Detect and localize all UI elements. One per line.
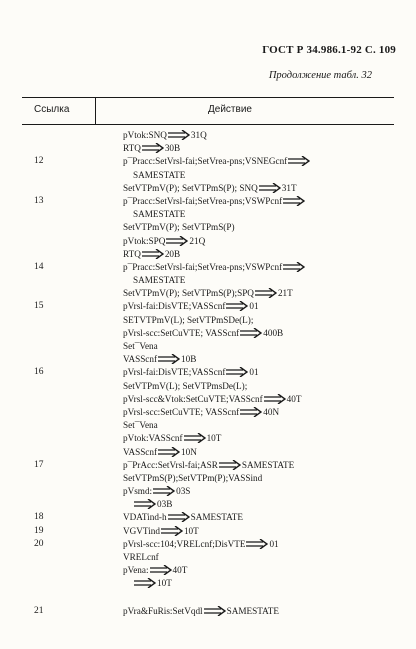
action-line [123, 538, 416, 551]
action-text: SETVTPmV(L); SetVTPmSDe(L); [123, 314, 254, 325]
row-reference: 19 [34, 525, 44, 536]
action-line [123, 182, 416, 195]
action-line [123, 551, 416, 564]
action-text: SAMESTATE [133, 169, 186, 180]
table-row [0, 459, 416, 512]
action-line [123, 169, 416, 182]
next-state: 21Q [189, 235, 206, 246]
next-state: 03B [157, 499, 173, 510]
next-state: 20B [164, 248, 181, 259]
action-text: pVrsl-fai:DisVTE;VASScnf [123, 301, 226, 312]
table-row [0, 538, 416, 591]
action-text: pVra&FuRis:SetVqdl [123, 605, 203, 616]
table-row [0, 511, 416, 524]
action-text: SAMESTATE [133, 209, 186, 220]
next-state: SAMESTATE [226, 605, 279, 616]
transition-arrow-icon [283, 196, 305, 210]
next-state: 40T [172, 565, 188, 576]
table-row [0, 195, 416, 261]
next-state: 40N [263, 406, 280, 417]
next-state: SAMESTATE [241, 459, 295, 470]
next-state: 10N [181, 446, 197, 457]
action-text: SetVTPmV(P); SetVTPmS(P);SPQ [123, 288, 254, 299]
action-line [123, 472, 416, 485]
row-reference: 20 [34, 538, 44, 549]
table-continuation-label: Продолжение табл. 32 [268, 70, 372, 81]
action-line [123, 577, 416, 590]
action-text: pVrsl-scc:SetCuVTE; VASScnf [123, 406, 240, 417]
action-line [123, 393, 416, 406]
next-state: SAMESTATE [190, 512, 243, 523]
action-text: p¯Pracc:SetVrsl-fai;SetVrea-pns;VSNEGcnf [123, 156, 288, 167]
action-text: p¯Pracc:SetVrsl-fai;SetVrea-pns;VSWPcnf [123, 261, 283, 272]
action-line [123, 340, 416, 353]
transition-arrow-icon [283, 262, 305, 276]
column-header-reference: Ссылка [34, 104, 70, 115]
action-line [123, 195, 416, 208]
next-state: 10T [206, 433, 222, 444]
action-text: Set¯Vena [123, 420, 158, 431]
transition-arrow-icon [204, 606, 226, 620]
row-reference: 14 [34, 261, 44, 272]
action-line [123, 261, 416, 274]
table-row [0, 129, 416, 155]
table-top-rule [22, 97, 394, 98]
row-reference: 16 [34, 367, 44, 378]
action-line [123, 248, 416, 261]
action-line [123, 446, 416, 459]
action-line [123, 129, 416, 142]
action-text: pVrsl-fai:DisVTE;VASScnf [123, 367, 226, 378]
row-reference: 21 [34, 605, 44, 616]
action-text: RTQ [123, 143, 141, 154]
next-state: 10T [183, 525, 199, 536]
action-line [123, 485, 416, 498]
action-line [123, 353, 416, 366]
action-text: VASScnf [123, 446, 158, 457]
table-column-divider [95, 97, 96, 125]
page-header: ГОСТ Р 34.986.1-92 С. 109 [262, 44, 396, 56]
action-line [123, 511, 416, 524]
transition-arrow-icon [246, 539, 268, 553]
action-text: pVrsl-scc:SetCuVTE; VASScnf [123, 327, 240, 338]
action-text: VGVTind [123, 525, 160, 536]
action-line [123, 366, 416, 379]
action-text: VASScnf [123, 354, 158, 365]
column-header-action: Действие [208, 104, 252, 115]
action-line [123, 406, 416, 419]
action-line [123, 564, 416, 577]
action-text: VRELcnf [123, 552, 159, 562]
transition-arrow-icon [134, 578, 156, 592]
action-text: SetVTPmS(P);SetVTPm(P);VASSind [123, 472, 263, 483]
next-state: 31Q [190, 130, 207, 140]
action-text: Set¯Vena [123, 341, 158, 351]
action-text: SetVTPmV(L); SetVTPmsDe(L); [123, 380, 248, 391]
action-line [123, 380, 416, 393]
next-state: 10T [157, 578, 172, 589]
action-text: VDATind-h [123, 512, 167, 523]
table-header-rule [22, 124, 394, 125]
next-state: 01 [269, 538, 279, 549]
action-line [123, 221, 416, 234]
next-state: 03S [176, 486, 191, 497]
next-state: 30B [164, 143, 181, 154]
action-line [123, 419, 416, 432]
action-text: pVrsl-scc:104;VRELcnf;DisVTE [123, 538, 246, 549]
table-row [0, 300, 416, 366]
action-line [123, 300, 416, 313]
next-state: 01 [249, 367, 259, 378]
action-text: SetVTPmV(P); SetVTPmS(P); SNQ [123, 182, 258, 193]
next-state: 400B [263, 327, 284, 338]
row-reference: 15 [34, 301, 44, 312]
action-line [123, 525, 416, 538]
action-text: p¯PrAcc:SetVrsl-fai;ASR [123, 459, 218, 470]
action-text: pVsmd: [123, 486, 153, 497]
action-text: pVtok:SNQ [123, 130, 167, 140]
next-state: 40T [286, 393, 302, 404]
next-state: 01 [249, 301, 259, 312]
table-body [0, 129, 416, 618]
action-text: pVtok:VASScnf [123, 433, 183, 444]
action-line [123, 235, 416, 248]
action-text: pVena: [123, 565, 149, 576]
table-row [0, 605, 416, 618]
action-text: p¯Pracc:SetVrsl-fai;SetVrea-pns;VSWPcnf [123, 195, 283, 206]
action-line [123, 459, 416, 472]
row-reference: 17 [34, 459, 44, 470]
action-line [123, 155, 416, 168]
action-text: pVtok:SPQ [123, 235, 166, 246]
action-text: pVrsl-scc&Vtok:SetCuVTE;VASScnf [123, 393, 263, 404]
action-text: RTQ [123, 248, 141, 259]
action-line [123, 274, 416, 287]
action-line [123, 432, 416, 445]
table-row [0, 525, 416, 538]
transition-arrow-icon [240, 407, 262, 421]
next-state: 21T [277, 288, 293, 299]
transition-arrow-icon [288, 156, 310, 170]
action-line [123, 142, 416, 155]
action-line [123, 287, 416, 300]
action-text: SAMESTATE [133, 275, 186, 286]
row-reference: 18 [34, 512, 44, 523]
row-reference: 13 [34, 195, 44, 206]
next-state: 31T [281, 182, 297, 193]
table-row [0, 155, 416, 195]
action-line [123, 605, 416, 618]
action-line [123, 327, 416, 340]
next-state: 10B [181, 354, 197, 365]
action-line [123, 208, 416, 221]
action-line [123, 498, 416, 511]
action-text: SetVTPmV(P); SetVTPmS(P) [123, 222, 235, 233]
transition-arrow-icon [240, 328, 262, 342]
table-row [0, 261, 416, 301]
table-row [0, 366, 416, 458]
action-line [123, 314, 416, 327]
row-reference: 12 [34, 156, 44, 167]
